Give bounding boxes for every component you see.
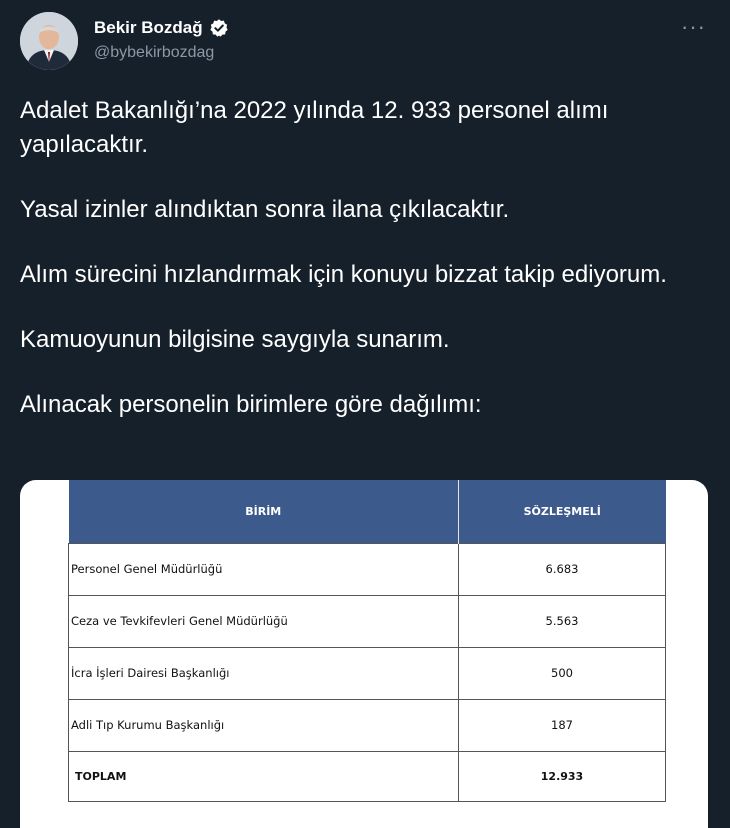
author-row xyxy=(94,18,229,38)
tweet-paragraph-2: Yasal izinler alındıktan sonra ilana çıkılacaktır. xyxy=(20,196,510,223)
tweet-paragraph-3: Alım sürecini hızlandırmak için konuyu bizzat takip ediyorum. xyxy=(20,261,667,288)
display-name[interactable]: Bekir Bozdağ xyxy=(94,18,203,37)
tweet-text xyxy=(20,94,715,453)
table-row xyxy=(69,647,666,699)
total-count: 12.933 xyxy=(459,751,666,801)
unit-count: 187 xyxy=(459,699,666,751)
unit-name: Personel Genel Müdürlüğü xyxy=(69,543,459,595)
user-handle[interactable]: @bybekirbozdag xyxy=(94,44,215,61)
tweet-media-image[interactable] xyxy=(20,480,708,828)
unit-name: İcra İşleri Dairesi Başkanlığı xyxy=(69,647,459,699)
avatar-image xyxy=(20,12,78,70)
table-total-row xyxy=(69,751,666,801)
column-header-contracted: SÖZLEŞMELİ xyxy=(459,480,666,543)
tweet-paragraph-1: Adalet Bakanlığı’na 2022 yılında 12. 933 personel alımı yapılacaktır. xyxy=(20,97,609,158)
verified-badge-icon xyxy=(209,18,229,38)
avatar[interactable] xyxy=(20,12,78,70)
total-label: TOPLAM xyxy=(69,751,459,801)
table-row xyxy=(69,595,666,647)
personnel-distribution-table xyxy=(68,480,666,802)
unit-count: 5.563 xyxy=(459,595,666,647)
table-row xyxy=(69,699,666,751)
unit-name: Adli Tıp Kurumu Başkanlığı xyxy=(69,699,459,751)
tweet-paragraph-4: Kamuoyunun bilgisine saygıyla sunarım. xyxy=(20,326,450,353)
unit-name: Ceza ve Tevkifevleri Genel Müdürlüğü xyxy=(69,595,459,647)
unit-count: 500 xyxy=(459,647,666,699)
tweet-paragraph-5: Alınacak personelin birimlere göre dağılımı: xyxy=(20,391,482,418)
column-header-unit: BİRİM xyxy=(69,480,459,543)
unit-count: 6.683 xyxy=(459,543,666,595)
more-options-icon[interactable]: ··· xyxy=(681,14,706,39)
table-header-row xyxy=(69,480,666,543)
table-row xyxy=(69,543,666,595)
